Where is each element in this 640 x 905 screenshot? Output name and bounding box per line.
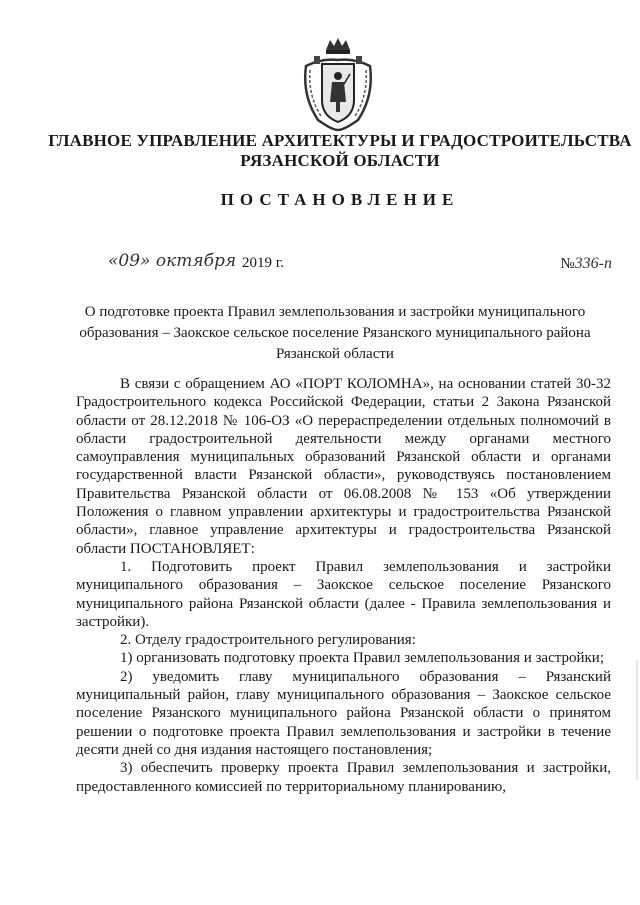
handwritten-number: 336-п (574, 255, 612, 272)
organization-name-line1: ГЛАВНОЕ УПРАВЛЕНИЕ АРХИТЕКТУРЫ И ГРАДОСТРОИТЕЛЬСТВА (48, 131, 632, 150)
number-prefix: № (560, 256, 575, 272)
paragraph-subitem-3: 3) обеспечить проверку проекта Правил землепользования и застройки, предоставленного комиссией по территориальному планированию, (76, 760, 611, 795)
document-number (560, 255, 612, 273)
date-year: 2019 г. (242, 255, 284, 271)
paragraph-item-1: 1. Подготовить проект Правил землепользования и застройки муниципального образования – Заокское сельское поселение Рязанского муниципального района Рязанской области (далее - Правила землепользования и застройки). (76, 558, 611, 630)
scan-edge-mark (636, 660, 638, 780)
paragraph-item-2: 2. Отделу градостроительного регулирования: (120, 632, 416, 649)
document-body (76, 375, 611, 796)
document-subject: О подготовке проекта Правил землепользования и застройки муниципального образования – Заокское сельское поселение Рязанского муниципального района Рязанской области (79, 304, 591, 362)
coat-of-arms-icon (296, 36, 380, 132)
handwritten-date: «09» октября (108, 251, 237, 271)
organization-name-line2: РЯЗАНСКОЙ ОБЛАСТИ (240, 151, 440, 170)
paragraph-subitem-2: 2) уведомить главу муниципального образования – Рязанский муниципальный район, главу муниципального образования – Заокское сельское поселение Рязанского муниципального района Рязанской области о принятом решении о подготовке проекта Правил землепользования и застройки в течение десяти дней со дня издания настоящего постановления; (76, 668, 611, 758)
paragraph-subitem-1: 1) организовать подготовку проекта Правил землепользования и застройки; (120, 650, 604, 667)
date-number-row (108, 251, 628, 279)
document-type-title: ПОСТАНОВЛЕНИЕ (220, 190, 460, 209)
paragraph-preamble: В связи с обращением АО «ПОРТ КОЛОМНА», на основании статей 30-32 Градостроительного кодекса Российской Федерации, статьи 2 Закона Рязанской области от 28.12.2018 № 106-ОЗ «О перераспределении отдельных полномочий в области градостроительной деятельности между органами местного самоуправления муниципальных образований Рязанской области и органами государственной власти Рязанской области», руководствуясь постановлением Правительства Рязанской области от 06.08.2008 № 153 «Об утверждении Положения о главном управлении архитектуры и градостроительства Рязанской области», главное управление архитектуры и градостроительства Рязанской области ПОСТАНОВЛЯЕТ: (76, 376, 611, 557)
